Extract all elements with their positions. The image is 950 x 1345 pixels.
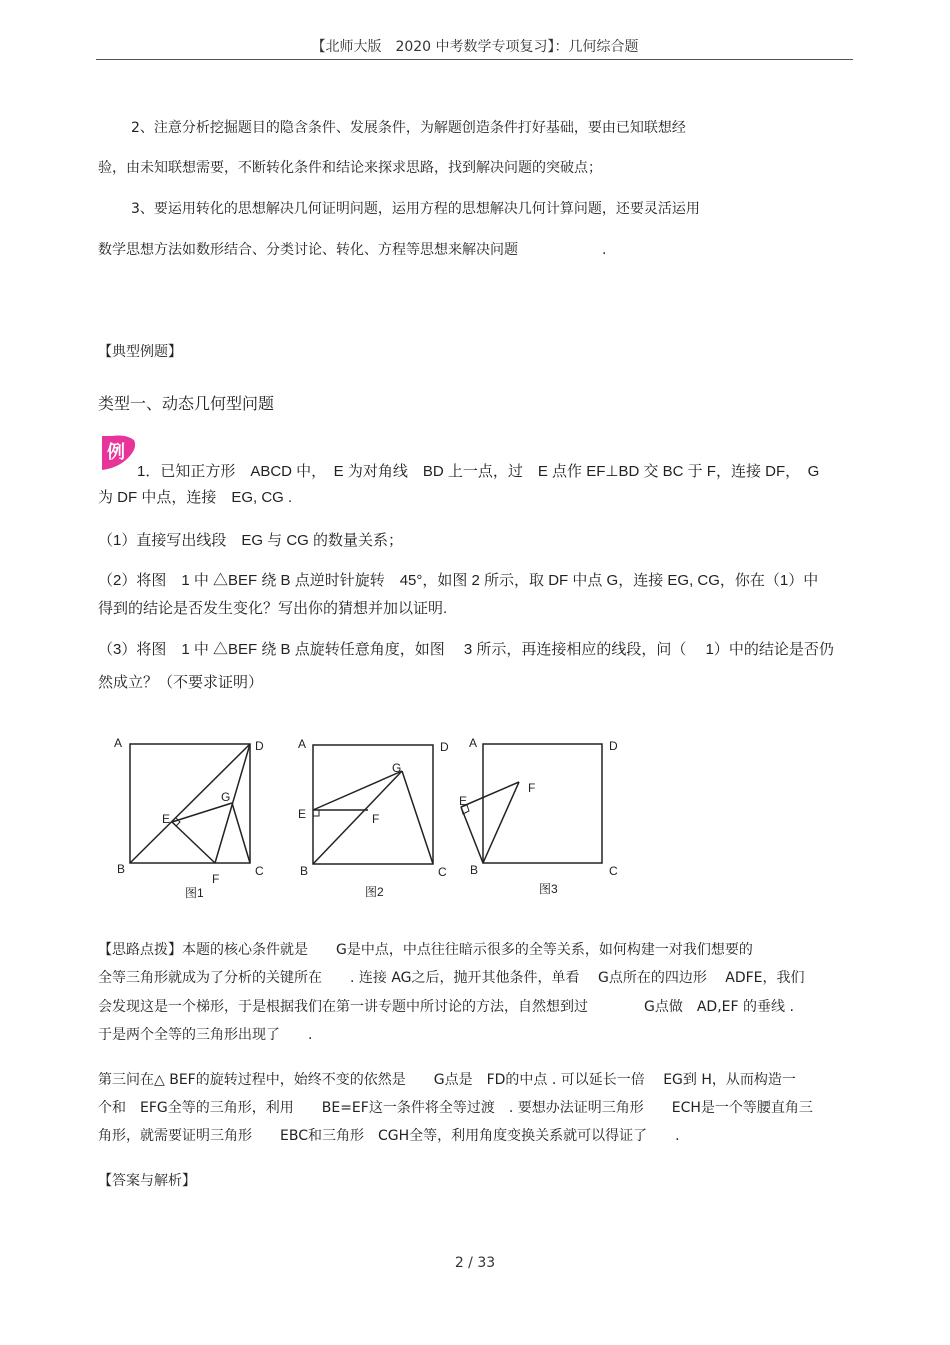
hint-line-2: 全等三角形就成为了分析的关键所在 . 连接 AG之后，抛开其他条件，单看 G点所在的四边形 ADFE，我们 (98, 970, 805, 986)
fig1-caption: 图1 (185, 886, 204, 900)
fig2-segment-bg (313, 771, 402, 864)
hint-line-3: 会发现这是一个梯形，于是根据我们在第一讲专题中所讨论的方法，自然想到过 G点做 AD,EF 的垂线 . (98, 999, 794, 1015)
page-header: 【北师大版 2020 中考数学专项复习】：几何综合题 (311, 39, 639, 55)
fig1-segment-cg (232, 803, 250, 863)
fig2-segment-eg (313, 771, 402, 810)
intro-paragraph-2-line-1: 2、注意分析挖掘题目的隐含条件、发展条件，为解题创造条件打好基础，要由已知联想经 (131, 120, 686, 136)
fig3-label-b: B (470, 863, 479, 877)
hint-line-6: 个和 EFG全等的三角形，利用 BE=EF这一条件将全等过渡 . 要想办法证明三角形 ECH是一个等腰直角三 (98, 1100, 813, 1116)
fig2-label-f: F (372, 812, 380, 826)
fig2-label-b: B (300, 864, 309, 878)
intro-paragraph-2-line-2: 验，由未知联想需要，不断转化条件和结论来探求思路，找到解决问题的突破点； (98, 160, 602, 176)
intro-paragraph-3-line-2: 数学思想方法如数形结合、分类讨论、转化、方程等思想来解决问题 (98, 242, 518, 258)
fig3-label-c: C (609, 864, 618, 878)
fig2-label-e: E (298, 807, 307, 821)
answer-section-title: 【答案与解析】 (98, 1173, 196, 1189)
hint-line-5: 第三问在△ BEF的旋转过程中，始终不变的依然是 G点是 FD的中点 . 可以延长一倍 EG到 H，从而构造一 (98, 1072, 796, 1088)
fig2-caption: 图2 (365, 885, 384, 899)
hint-line-7: 角形，就需要证明三角形 EBC和三角形 CGH全等，利用角度变换关系就可以得证了 . (98, 1128, 680, 1144)
question-3-line-2: 然成立？（不要求证明） (98, 674, 264, 691)
fig3-segment-fb (483, 782, 519, 863)
fig1-segment-ef (172, 822, 215, 863)
question-3-line-1: （3）将图 1 中 △BEF 绕 B 点旋转任意角度，如图 3 所示，再连接相应的线段，问（ 1）中的结论是否仍 (98, 641, 834, 658)
page-number: 2 / 33 (454, 1255, 496, 1271)
fig1-label-d: D (255, 739, 264, 753)
fig3-segment-be (461, 807, 483, 863)
example-badge-icon (98, 432, 138, 472)
fig2-label-c: C (438, 865, 447, 879)
intro-paragraph-3-period: . (602, 242, 607, 258)
fig1-label-b: B (117, 862, 126, 876)
fig2-right-angle-mark (313, 810, 319, 816)
fig3-label-d: D (609, 739, 618, 753)
fig3-caption: 图3 (539, 882, 558, 896)
question-1: （1）直接写出线段 EG 与 CG 的数量关系； (98, 532, 404, 549)
fig1-label-g: G (221, 790, 231, 804)
question-2-line-2: 得到的结论是否发生变化？写出你的猜想并加以证明. (98, 600, 448, 617)
geometry-figures (0, 725, 950, 905)
fig1-label-e: E (162, 812, 171, 826)
fig3-label-e: E (459, 794, 468, 808)
intro-paragraph-3-line-1: 3、要运用转化的思想解决几何证明问题，运用方程的思想解决几何计算问题，还要灵活运用 (131, 201, 700, 217)
fig3-label-f: F (528, 781, 536, 795)
example-badge-char: 例 (107, 442, 125, 463)
fig1-label-c: C (255, 864, 264, 878)
fig1-label-f: F (212, 872, 220, 886)
hint-line-1: 【思路点拨】本题的核心条件就是 G是中点，中点往往暗示很多的全等关系，如何构建一对我们想要的 (98, 942, 753, 958)
section-typical-examples: 【典型例题】 (98, 344, 182, 360)
section-type-one-title: 类型一、动态几何型问题 (98, 394, 275, 413)
question-2-line-1: （2）将图 1 中 △BEF 绕 B 点逆时针旋转 45°，如图 2 所示，取 DF 中点 G，连接 EG, CG，你在（1）中 (98, 572, 819, 589)
fig3-square (483, 744, 602, 863)
hint-line-4: 于是两个全等的三角形出现了 . (98, 1027, 313, 1043)
fig2-segment-gc (402, 771, 433, 864)
problem-line-1: 1．已知正方形 ABCD 中， E 为对角线 BD 上一点，过 E 点作 EF⊥BD 交 BC 于 F，连接 DF， G (137, 463, 820, 480)
fig1-label-a: A (114, 736, 123, 750)
fig2-label-d: D (440, 740, 449, 754)
fig3-label-a: A (469, 736, 478, 750)
fig2-label-a: A (298, 737, 307, 751)
problem-line-2: 为 DF 中点，连接 EG, CG . (98, 489, 293, 506)
fig2-label-g: G (392, 761, 402, 775)
header-rule (96, 59, 853, 60)
